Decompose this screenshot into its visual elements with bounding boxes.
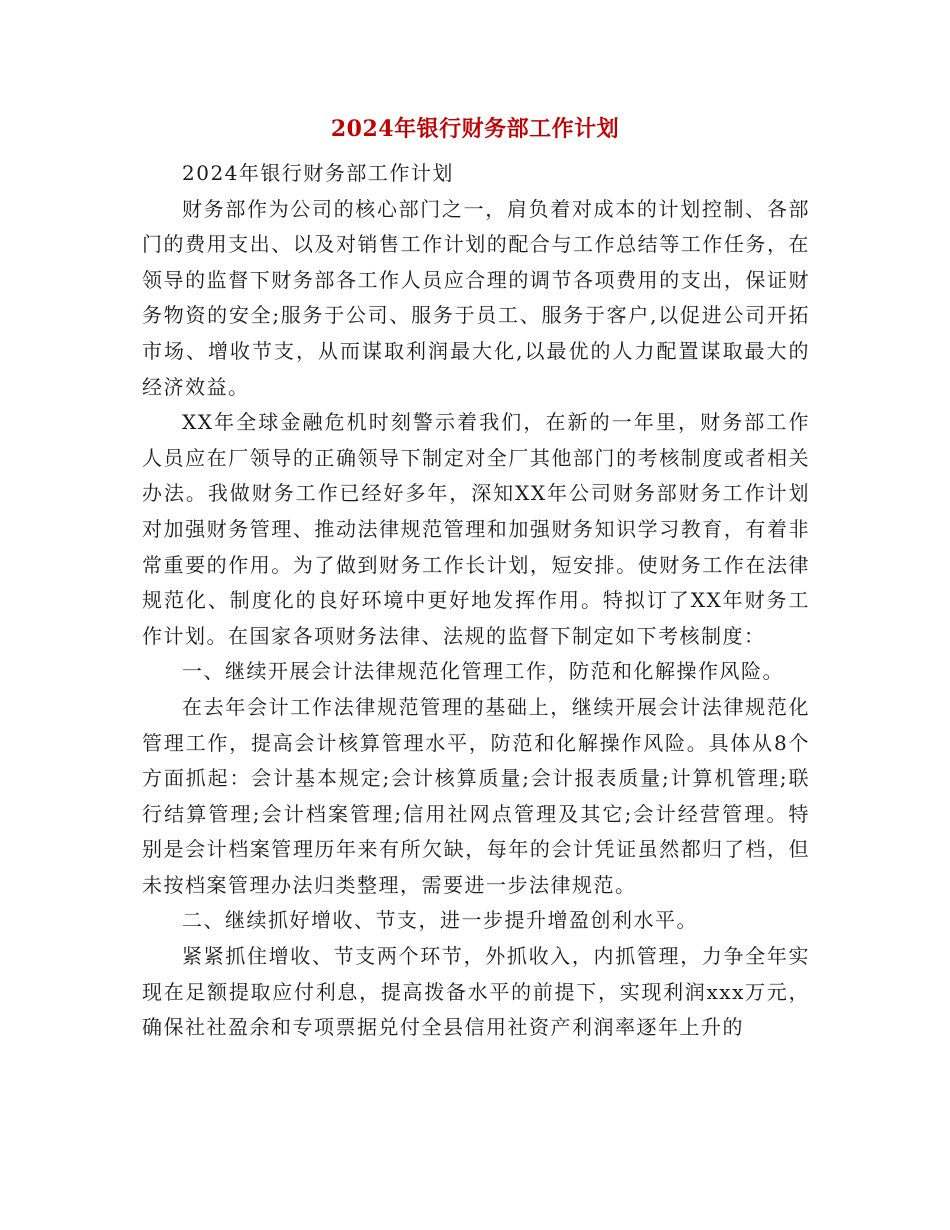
paragraph-background: XX年全球金融危机时刻警示着我们，在新的一年里，财务部工作人员应在厂领导的正确领导下制定对全厂其他部门的考核制度或者相关办法。我做财务工作已经好多年，深知XX年公司财务部财务工作计划对加强财务管理、推动法律规范管理和加强财务知识学习教育，有着非常重要的作用。为了做到财务工作长计划，短安排。使财务工作在法律规范化、制度化的良好环境中更好地发挥作用。特拟订了XX年财务工作计划。在国家各项财务法律、法规的监督下制定如下考核制度： bbox=[142, 410, 810, 648]
paragraph-section-2: 紧紧抓住增收、节支两个环节，外抓收入，内抓管理，力争全年实现在足额提取应付利息，提高拨备水平的前提下，实现利润xxx万元，确保社社盈余和专项票据兑付全县信用社资产利润率逐年上升的 bbox=[142, 944, 810, 1040]
document-title: 2024年银行财务部工作计划 bbox=[330, 116, 620, 142]
section-heading-1: 一、继续开展会计法律规范化管理工作，防范和化解操作风险。 bbox=[182, 659, 784, 684]
paragraph-intro: 财务部作为公司的核心部门之一，肩负着对成本的计划控制、各部门的费用支出、以及对销售工作计划的配合与工作总结等工作任务，在领导的监督下财务部各工作人员应合理的调节各项费用的支出，保证财务物资的安全;服务于公司、服务于员工、服务于客户,以促进公司开拓市场、增收节支，从而谋取利润最大化,以最优的人力配置谋取最大的经济效益。 bbox=[142, 196, 810, 399]
paragraph-section-1: 在去年会计工作法律规范管理的基础上，继续开展会计法律规范化管理工作，提高会计核算管理水平，防范和化解操作风险。具体从8个方面抓起：会计基本规定;会计核算质量;会计报表质量;计算机管理;联行结算管理;会计档案管理;信用社网点管理及其它;会计经营管理。特别是会计档案管理历年来有所欠缺，每年的会计凭证虽然都归了档，但未按档案管理办法归类整理，需要进一步法律规范。 bbox=[142, 694, 810, 897]
document-body bbox=[142, 156, 810, 1046]
paragraph-heading: 2024年银行财务部工作计划 bbox=[182, 161, 454, 185]
section-heading-2: 二、继续抓好增收、节支，进一步提升增盈创利水平。 bbox=[182, 908, 698, 933]
